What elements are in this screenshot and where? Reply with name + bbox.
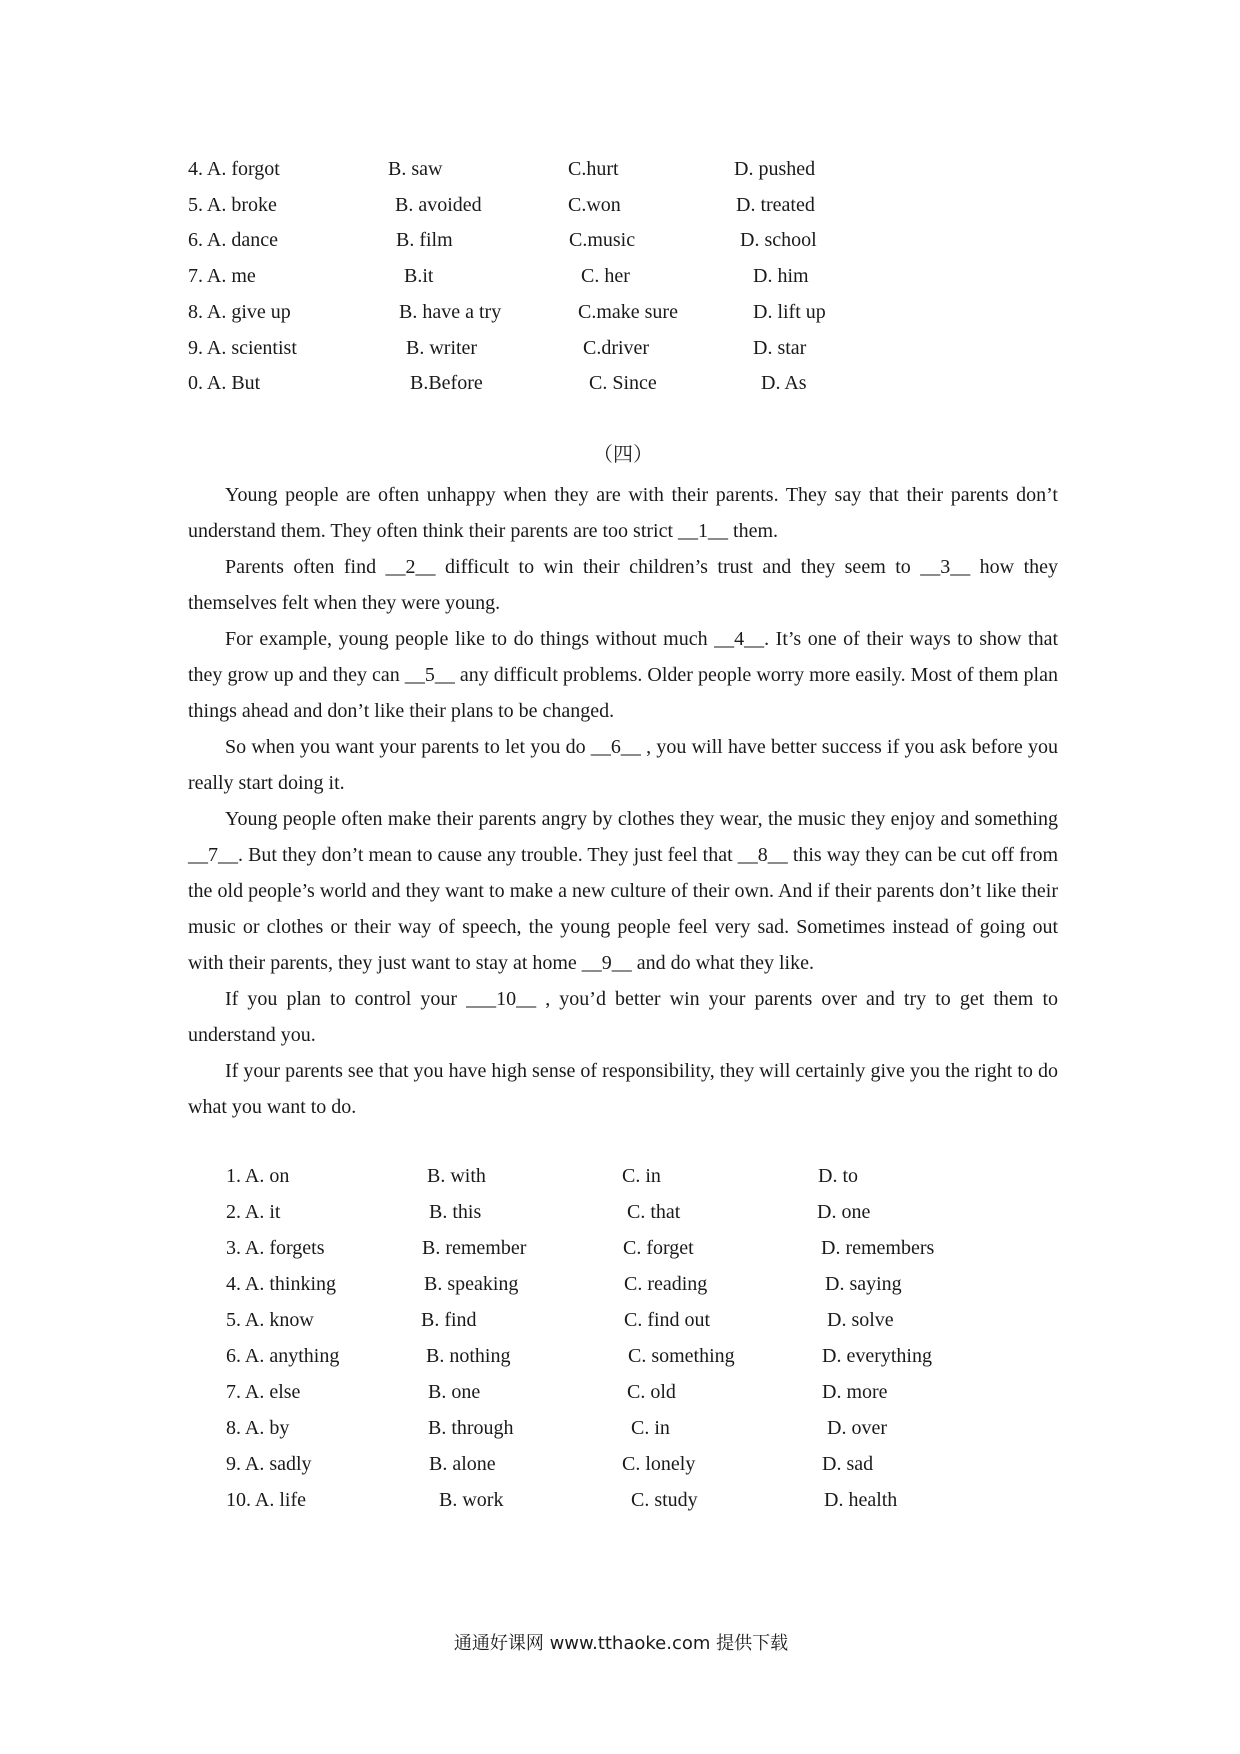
option-c: C. forget [623, 1237, 694, 1259]
option-b: B.Before [410, 372, 483, 394]
option-b: B. speaking [424, 1273, 519, 1295]
option-c: C. lonely [622, 1453, 696, 1475]
option-d: D. saying [825, 1273, 902, 1295]
option-b: B. have a try [399, 301, 502, 323]
option-c: C. her [581, 265, 630, 287]
option-c: C. find out [624, 1309, 711, 1331]
option-d: D. over [827, 1417, 887, 1439]
page-footer [0, 1631, 1240, 1657]
option-d: D. one [817, 1201, 871, 1223]
option-a: 7. A. me [188, 265, 256, 287]
option-b: B. with [427, 1165, 486, 1187]
option-c: C. old [627, 1381, 676, 1403]
option-b: B. saw [388, 158, 443, 180]
option-c: C. something [628, 1345, 735, 1367]
option-a: 4. A. forgot [188, 158, 280, 180]
section-title-text: （四） [593, 444, 653, 466]
option-c: C. reading [624, 1273, 708, 1295]
option-b: B.it [404, 265, 434, 287]
option-b: B. avoided [395, 194, 482, 216]
option-a: 10. A. life [226, 1489, 306, 1511]
option-a: 2. A. it [226, 1201, 281, 1223]
passage-paragraph: Young people often make their parents angry by clothes they wear, the music they enjoy and something __7__. But they don’t mean to cause any trouble. They just feel that __8__ this way they can be cut off from the old people’s world and they want to make a new culture of their own. And if their parents don’t like their music or clothes or their way of speech, the young people feel very sad. Sometimes instead of going out with their parents, they just want to stay at home __9__ and do what they like. [188, 808, 1058, 974]
option-c: C. in [622, 1165, 661, 1187]
footer-text: 通通好课网 www.tthaoke.com 提供下载 [453, 1633, 789, 1654]
option-a: 8. A. give up [188, 301, 291, 323]
option-a: 5. A. know [226, 1309, 314, 1331]
option-a: 9. A. scientist [188, 337, 297, 359]
option-b: B. film [396, 229, 453, 251]
option-d: D. solve [827, 1309, 894, 1331]
option-c: C.driver [583, 337, 650, 359]
option-c: C. study [631, 1489, 698, 1511]
passage-paragraph: If your parents see that you have high sense of responsibility, they will certainly give you the right to do what you want to do. [188, 1060, 1058, 1118]
option-d: D. to [818, 1165, 858, 1187]
option-b: B. work [439, 1489, 504, 1511]
option-b: B. nothing [426, 1345, 511, 1367]
option-d: D. star [753, 337, 807, 359]
option-d: D. school [740, 229, 817, 251]
passage-paragraph: Young people are often unhappy when they are with their parents. They say that their parents don’t understand them. They often think their parents are too strict __1__ them. [188, 484, 1058, 542]
option-a: 3. A. forgets [226, 1237, 325, 1259]
section-title [0, 440, 1240, 470]
option-a: 6. A. anything [226, 1345, 340, 1367]
option-c: C. that [627, 1201, 681, 1223]
option-d: D. everything [822, 1345, 932, 1367]
option-a: 7. A. else [226, 1381, 301, 1403]
passage-paragraph: So when you want your parents to let you do __6__ , you will have better success if you ask before you really start doing it. [188, 736, 1058, 794]
option-b: B. writer [406, 337, 478, 359]
option-c: C.music [569, 229, 636, 251]
option-c: C.make sure [578, 301, 678, 323]
option-d: D. treated [736, 194, 815, 216]
option-a: 5. A. broke [188, 194, 277, 216]
option-a: 9. A. sadly [226, 1453, 312, 1475]
option-d: D. sad [822, 1453, 874, 1475]
passage-paragraph: If you plan to control your ___10__ , you’d better win your parents over and try to get them to understand you. [188, 988, 1058, 1046]
option-d: D. more [822, 1381, 888, 1403]
option-a: 1. A. on [226, 1165, 290, 1187]
passage [188, 477, 1058, 1125]
passage-paragraph: For example, young people like to do things without much __4__. It’s one of their ways to show that they grow up and they can __5__ any difficult problems. Older people worry more easily. Most of them plan things ahead and don’t like their plans to be changed. [188, 628, 1058, 722]
option-c: C. in [631, 1417, 670, 1439]
option-d: D. remembers [821, 1237, 935, 1259]
option-a: 0. A. But [188, 372, 261, 394]
option-a: 6. A. dance [188, 229, 278, 251]
option-b: B. this [429, 1201, 482, 1223]
option-a: 4. A. thinking [226, 1273, 337, 1295]
option-c: C. Since [589, 372, 657, 394]
option-b: B. remember [422, 1237, 527, 1259]
option-a: 8. A. by [226, 1417, 290, 1439]
option-d: D. him [753, 265, 809, 287]
option-c: C.won [568, 194, 621, 216]
option-b: B. one [428, 1381, 481, 1403]
option-b: B. through [428, 1417, 514, 1439]
option-b: B. alone [429, 1453, 496, 1475]
option-d: D. health [824, 1489, 898, 1511]
option-c: C.hurt [568, 158, 619, 180]
passage-paragraph: Parents often find __2__ difficult to win their children’s trust and they seem to __3__ how they themselves felt when they were young. [188, 556, 1058, 614]
option-d: D. lift up [753, 301, 826, 323]
option-d: D. pushed [734, 158, 816, 180]
option-b: B. find [421, 1309, 477, 1331]
option-d: D. As [761, 372, 807, 394]
